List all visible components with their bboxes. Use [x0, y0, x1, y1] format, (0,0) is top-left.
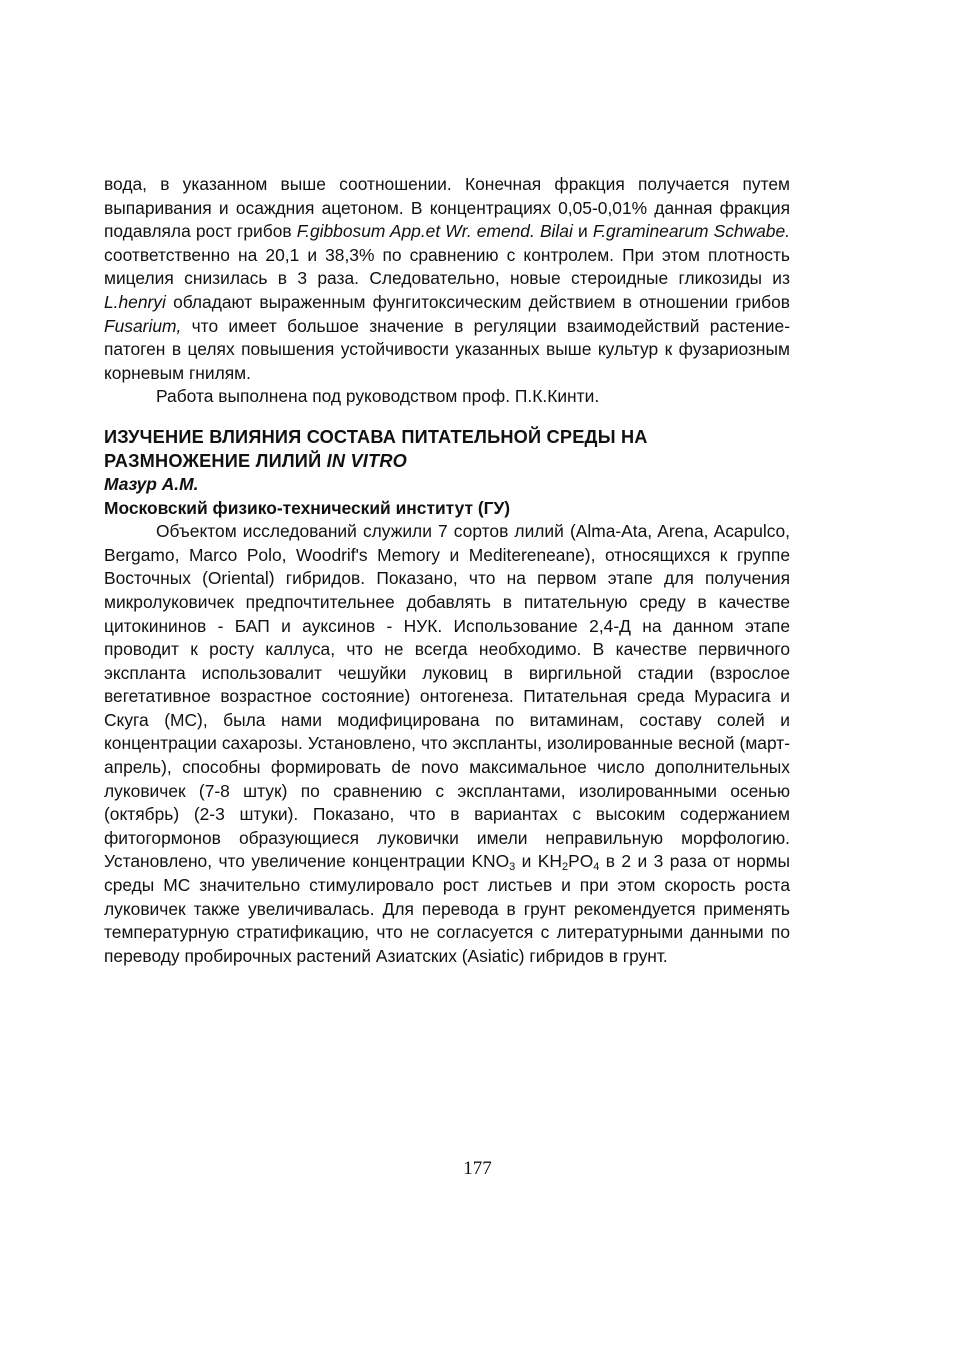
- title-italic: IN VITRO: [326, 450, 408, 471]
- page-content: [104, 173, 790, 968]
- text-run: Объектом исследований служили 7 сортов лилий (Alma-Ata, Arena, Acapulco, Bergamo, Marco Polo, Woodrif's Memory и Mediterenеane), относящихся к группе Восточных (Oriental) гибридов. Показано, что на первом этапе для получения микролуковичек предпочтительнее добавлять в питательную среду в качестве цитокининов - БАП и ауксинов - НУК. Использование 2,4-Д на данном этапе проводит к росту каллуса, что не всегда необходимо. В качестве первичного экспланта использовалит чешуйки луковиц в виргильной стадии (взрослое вегетативное возрастное состояние) онтогенеза. Питательная среда Мурасига и Скуга (МС), была нами модифицирована по витаминам, составу солей и концентрации сахарозы. Установлено, что экспланты, изолированные весной (март-апрель), способны формировать de novo максимальное число дополнительных луковичек (7-8 штук) по сравнению с эксплантами, изолированными осенью (октябрь) (2-3 штуки). Показано, что в вариантах с высоким содержанием фитогормонов образующиеся луковички имели неправильную морфологию. Установлено, что увеличение концентрации KNO: [104, 521, 790, 872]
- page-number: 177: [463, 1158, 492, 1179]
- text-run: обладают выраженным фунгитоксическим действием в отношении грибов: [165, 291, 790, 312]
- text-run: PO: [568, 851, 594, 872]
- text-run: и KH: [515, 851, 562, 872]
- text-run: и: [572, 221, 593, 242]
- article-title: [104, 425, 790, 473]
- species-name: L.henryi: [104, 291, 166, 312]
- text-run: вода, в указанном выше соотношении. Конечная фракция получается путем выпаривания и осаждния ацетоном. В концентрациях 0,05-0,01% данная фракция подавляла рост грибов: [104, 174, 790, 242]
- subscript: 2: [561, 861, 569, 874]
- author-name: Мазур А.М.: [104, 473, 199, 494]
- genus-name: Fusarium,: [104, 315, 182, 336]
- acknowledgement: Работа выполнена под руководством проф. П.К.Кинти.: [156, 386, 600, 407]
- subscript: 3: [509, 861, 516, 874]
- article-body: [104, 520, 790, 968]
- species-name: F.graminearum Schwabe.: [592, 221, 790, 242]
- text-run: что имеет большое значение в регуляции взаимодействий растение-патоген в целях повышения устойчивости указанных выше культур к фузариозным корневым гнилям.: [104, 315, 790, 383]
- affiliation: Московский физико-технический институт (ГУ): [104, 497, 511, 518]
- text-run: в 2 и 3 раза от нормы среды МС значительно стимулировало рост листьев и при этом скорость роста луковичек также увеличивалась. Для перевода в грунт рекомендуется применять температурную стратификацию, что не согласуется с литературными данными по переводу пробирочных растений Азиатских (Asiatic) гибридов в грунт.: [104, 851, 790, 966]
- paragraph-fungitoxic: [104, 173, 790, 385]
- subscript: 4: [593, 861, 600, 874]
- title-text: ИЗУЧЕНИЕ ВЛИЯНИЯ СОСТАВА ПИТАТЕЛЬНОЙ СРЕДЫ НА РАЗМНОЖЕНИЕ ЛИЛИЙ: [104, 426, 648, 471]
- species-name: F.gibbosum App.et Wr. emend. Bilai: [296, 221, 573, 242]
- text-run: соответственно на 20,1 и 38,3% по сравнению с контролем. При этом плотность мицелия снизилась в 3 раза. Следовательно, новые стероидные гликозиды из: [104, 244, 790, 289]
